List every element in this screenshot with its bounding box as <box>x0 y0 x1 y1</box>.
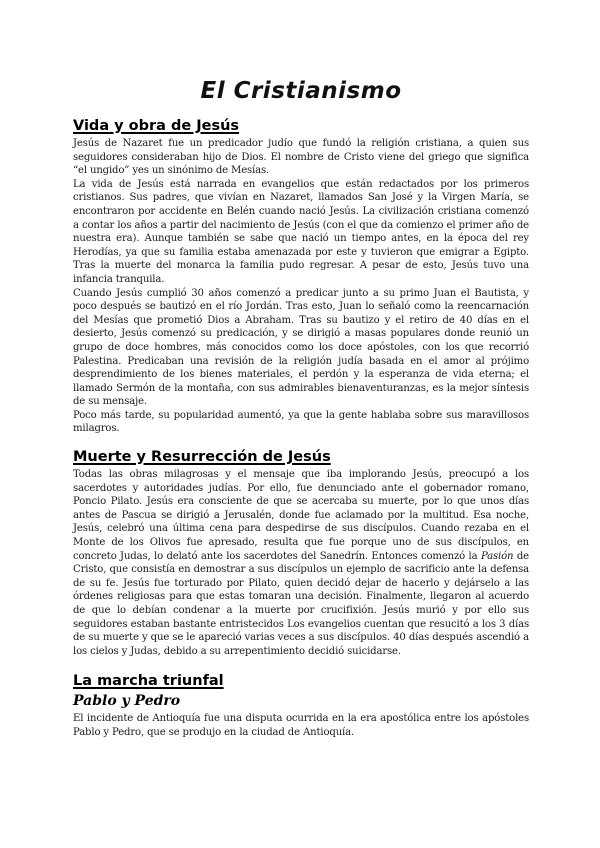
document-body <box>73 116 529 740</box>
paragraph-text: de Cristo, que consistía en demostrar a sus discípulos un ejemplo de sacrificio ante la defensa de su fe. Jesús fue torturado por Pilato, quien decidó dejar de hacerlo y dejárselo a las órdenes religiosas para que estas tomaran una decisión. Finalmente, llegaron al acuerdo de que lo debían condenar a la muerte por crucifixión. Jesús murió y por ello sus seguidores estaban bastante entristecidos Los evangelios cuentan que resucitó a los 3 días de su muerte y que se le apareció varias veces a sus discípulos. 40 días después ascendió a los cielos y Judas, debido a su arrepentimiento decidió suicidarse. <box>73 550 529 657</box>
paragraph: El incidente de Antioquía fue una disputa ocurrida en la era apostólica entre los apóstoles Pablo y Pedro, que se produjo en la ciudad de Antioquía. <box>73 713 529 738</box>
section-heading-marcha: La marcha triunfal <box>73 673 224 690</box>
section-heading-vida: Vida y obra de Jesús <box>73 118 240 134</box>
paragraph: Jesús de Nazaret fue un predicador judío que fundó la religión cristiana, a quien sus seguidores consideraban hijo de Dios. El nombre de Cristo viene del griego que significa “el ungido” yes un sinónimo de Mesías. <box>73 138 529 177</box>
paragraph <box>73 468 529 658</box>
paragraph-text: Todas las obras milagrosas y el mensaje que iba implorando Jesús, preocupó a los sacerdotes y autoridades judías. Por ello, fue denunciado ante el gobernador romano, Poncio Pilato. Jesús era consciente de que se acercaba su muerte, por lo que unos días antes de Pascua se dirigió a Jerusalén, donde fue aclamado por la multitud. Esa noche, Jesús, celebró una última cena para despedirse de sus discípulos. Cuando rezaba en el Monte de los Olivos fue apresado, resulta que fue porque uno de sus discípulos, en concreto Judas, lo delató ante los sacerdotes del Sanedrín. Entonces comenzó la <box>73 469 529 562</box>
paragraph: Cuando Jesús cumplió 30 años comenzó a predicar junto a su primo Juan el Bautista, y poco después se bautizó en el río Jordán. Tras esto, Juan lo señaló como la reencarnación del Mesías que prometió Dios a Abraham. Tras su bautizo y el retiro de 40 días en el desierto, Jesús comenzó su predicación, y se dirigió a masas populares donde reunió un grupo de doce hombres, más conocidos como los doce apóstoles, con los que recorrió Palestina. Predicaban una revisión de la religión judía basada en el amor al prójimo desprendimiento de los bienes materiales, el perdón y la esperanza de vida eterna; el llamado Sermón de la montaña, con sus admirables bienaventuranzas, es la mejor síntesis de su mensaje. <box>73 287 529 408</box>
paragraph: Poco más tarde, su popularidad aumentó, ya que la gente hablaba sobre sus maravillosos milagros. <box>73 409 529 435</box>
subsection-heading-pablo-pedro: Pablo y Pedro <box>73 693 181 710</box>
section-heading-muerte: Muerte y Resurrección de Jesús <box>73 449 331 466</box>
document-title: El Cristianismo <box>200 78 402 104</box>
italic-term: Pasión <box>480 550 514 562</box>
paragraph: La vida de Jesús está narrada en evangelios que están redactados por los primeros cristianos. Sus padres, que vivían en Nazaret, llamados San José y la Virgen María, se encontraron por accidente en Belén cuando nació Jesús. La civilización cristiana comenzó a contar los años a partir del nacimiento de Jesús (con el que da comienzo el primer año de nuestra era). Aunque también se sabe que nació un tiempo antes, en la época del rey Herodías, ya que su familia estaba amenazada por este y tuvieron que emigrar a Egipto. Tras la muerte del monarca la familia pudo regresar. A pesar de esto, Jesús tuvo una infancia tranquila. <box>73 178 529 285</box>
